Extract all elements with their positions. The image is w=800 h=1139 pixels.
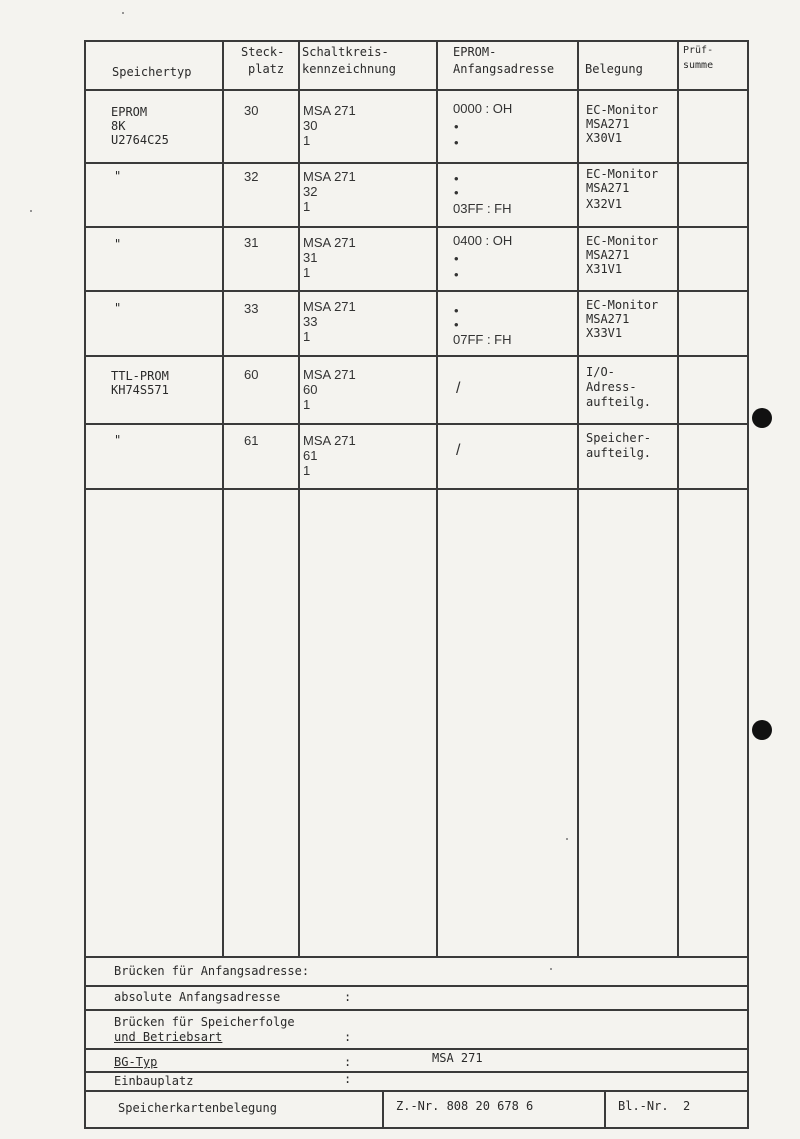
row-divider (84, 162, 748, 164)
header-steckplatz-1: Steck- (241, 45, 285, 59)
footer-line (84, 985, 748, 987)
row-divider (84, 488, 748, 490)
table-border-top (84, 40, 748, 42)
sheet-number: Bl.-Nr. 2 (618, 1099, 691, 1113)
row-divider (84, 226, 748, 228)
bruecken-speicherfolge-label-2: und Betriebsart (114, 1030, 223, 1044)
table-row-5-kennz-2: 60 (303, 382, 318, 397)
einbauplatz-label: Einbauplatz (114, 1074, 194, 1088)
table-row-5-kennz-3: 1 (303, 397, 311, 412)
bruecken-anfangsadresse-label: Brücken für Anfangsadresse: (114, 964, 310, 978)
bruecken-speicherfolge-colon: : (344, 1030, 352, 1044)
header-schaltkreis-2: kennzeichnung (302, 62, 396, 76)
col-divider (577, 40, 579, 956)
header-belegung: Belegung (585, 62, 643, 76)
table-row-2-kennz-2: 32 (303, 184, 318, 199)
table-row-2-belegung-1: EC-Monitor (586, 167, 659, 181)
einbauplatz-colon: : (344, 1072, 352, 1086)
table-row-4-belegung-3: X33V1 (586, 326, 623, 340)
col-divider (677, 40, 679, 956)
table-row-3-platz: 31 (244, 235, 259, 250)
footer-divider (382, 1090, 384, 1127)
footer-divider (604, 1090, 606, 1127)
scan-speck (122, 12, 124, 14)
punch-hole (752, 720, 772, 740)
table-row-4-adresse-2: • (454, 317, 459, 332)
table-row-1-adresse-3: • (454, 135, 459, 150)
border-left (84, 40, 86, 1129)
table-row-3-adresse-2: • (454, 251, 459, 266)
table-row-3-belegung-1: EC-Monitor (586, 234, 659, 248)
col-divider (298, 40, 300, 956)
row-divider (84, 423, 748, 425)
header-speichertyp: Speichertyp (112, 65, 192, 79)
bg-typ-colon: : (344, 1055, 352, 1069)
table-row-3-belegung-3: X31V1 (586, 262, 623, 276)
footer-top (84, 956, 748, 958)
table-row-4-kennz-1: MSA 271 (303, 299, 356, 314)
table-row-3-kennz-1: MSA 271 (303, 235, 356, 250)
table-row-3-adresse-1: 0400 : OH (453, 233, 513, 248)
col-divider (436, 40, 438, 956)
table-row-1-adresse-2: • (454, 119, 459, 134)
header-eprom-1: EPROM- (453, 45, 497, 59)
table-row-6-kennz-2: 61 (303, 448, 318, 463)
footer-line (84, 1071, 748, 1073)
table-row-2-kennz-1: MSA 271 (303, 169, 356, 184)
table-row-6-adresse: / (456, 442, 461, 459)
table-row-3-adresse-3: • (454, 267, 459, 282)
col-divider (222, 40, 224, 956)
table-row-6-kennz-3: 1 (303, 463, 311, 478)
table-row-5-belegung-3: aufteilg. (586, 395, 652, 409)
table-row-1-belegung-1: EC-Monitor (586, 103, 659, 117)
scan-speck (566, 838, 568, 840)
table-row-4-belegung-1: EC-Monitor (586, 298, 659, 312)
table-row-2-adresse-3: 03FF : FH (453, 201, 512, 216)
table-row-5-typ-2: KH74S571 (111, 383, 169, 397)
table-row-2-belegung-2: MSA271 (586, 181, 630, 195)
table-row-6-belegung-2: aufteilg. (586, 446, 652, 460)
table-row-1-kennz-1: MSA 271 (303, 103, 356, 118)
table-row-5-adresse: / (456, 380, 461, 397)
header-pruef-1: Prüf- (683, 45, 714, 56)
table-row-4-typ: " (114, 301, 122, 315)
table-row-5-belegung-1: I/O- (586, 365, 615, 379)
bg-typ-value: MSA 271 (432, 1051, 483, 1065)
table-row-1-kennz-3: 1 (303, 133, 311, 148)
table-border-bottom (84, 1127, 748, 1129)
table-row-4-kennz-2: 33 (303, 314, 318, 329)
drawing-number: Z.-Nr. 808 20 678 6 (396, 1099, 534, 1113)
table-row-2-adresse-2: • (454, 185, 459, 200)
bruecken-speicherfolge-label-1: Brücken für Speicherfolge (114, 1015, 295, 1029)
table-row-5-platz: 60 (244, 367, 259, 382)
table-row-2-platz: 32 (244, 169, 259, 184)
table-row-2-belegung-3: X32V1 (586, 197, 623, 211)
table-row-4-adresse-3: 07FF : FH (453, 332, 512, 347)
table-row-2-adresse-1: • (454, 171, 459, 186)
table-row-1-platz: 30 (244, 103, 259, 118)
absolute-anfangsadresse-colon: : (344, 990, 352, 1004)
table-row-4-platz: 33 (244, 301, 259, 316)
table-row-6-typ: " (114, 433, 122, 447)
table-row-1-belegung-3: X30V1 (586, 131, 623, 145)
row-divider (84, 355, 748, 357)
table-row-6-kennz-1: MSA 271 (303, 433, 356, 448)
table-row-4-kennz-3: 1 (303, 329, 311, 344)
table-row-1-kennz-2: 30 (303, 118, 318, 133)
footer-line (84, 1009, 748, 1011)
table-row-4-adresse-1: • (454, 303, 459, 318)
scan-speck (550, 968, 552, 970)
table-row-1-adresse-1: 0000 : OH (453, 101, 513, 116)
header-steckplatz-2: platz (248, 62, 285, 76)
row-divider (84, 290, 748, 292)
bg-typ-label: BG-Typ (114, 1055, 158, 1069)
footer-line (84, 1090, 748, 1092)
absolute-anfangsadresse-label: absolute Anfangsadresse (114, 990, 281, 1004)
table-row-2-kennz-3: 1 (303, 199, 311, 214)
header-schaltkreis-1: Schaltkreis- (302, 45, 389, 59)
header-eprom-2: Anfangsadresse (453, 62, 555, 76)
table-row-6-belegung-1: Speicher- (586, 431, 652, 445)
border-right (747, 40, 749, 1129)
header-divider (84, 89, 748, 91)
document-title: Speicherkartenbelegung (118, 1101, 277, 1115)
table-row-3-kennz-2: 31 (303, 250, 318, 265)
table-row-1-typ-3: U2764C25 (111, 133, 169, 147)
header-pruef-2: summe (683, 60, 714, 71)
table-row-5-kennz-1: MSA 271 (303, 367, 356, 382)
table-row-1-typ-1: EPROM (111, 105, 148, 119)
punch-hole (752, 408, 772, 428)
table-row-3-kennz-3: 1 (303, 265, 311, 280)
scan-speck (30, 210, 32, 212)
table-row-5-typ-1: TTL-PROM (111, 369, 169, 383)
table-row-6-platz: 61 (244, 433, 259, 448)
table-row-1-belegung-2: MSA271 (586, 117, 630, 131)
table-row-3-typ: " (114, 237, 122, 251)
table-row-3-belegung-2: MSA271 (586, 248, 630, 262)
table-row-2-typ: " (114, 169, 122, 183)
table-row-4-belegung-2: MSA271 (586, 312, 630, 326)
table-row-5-belegung-2: Adress- (586, 380, 637, 394)
footer-line (84, 1048, 748, 1050)
table-row-1-typ-2: 8K (111, 119, 126, 133)
